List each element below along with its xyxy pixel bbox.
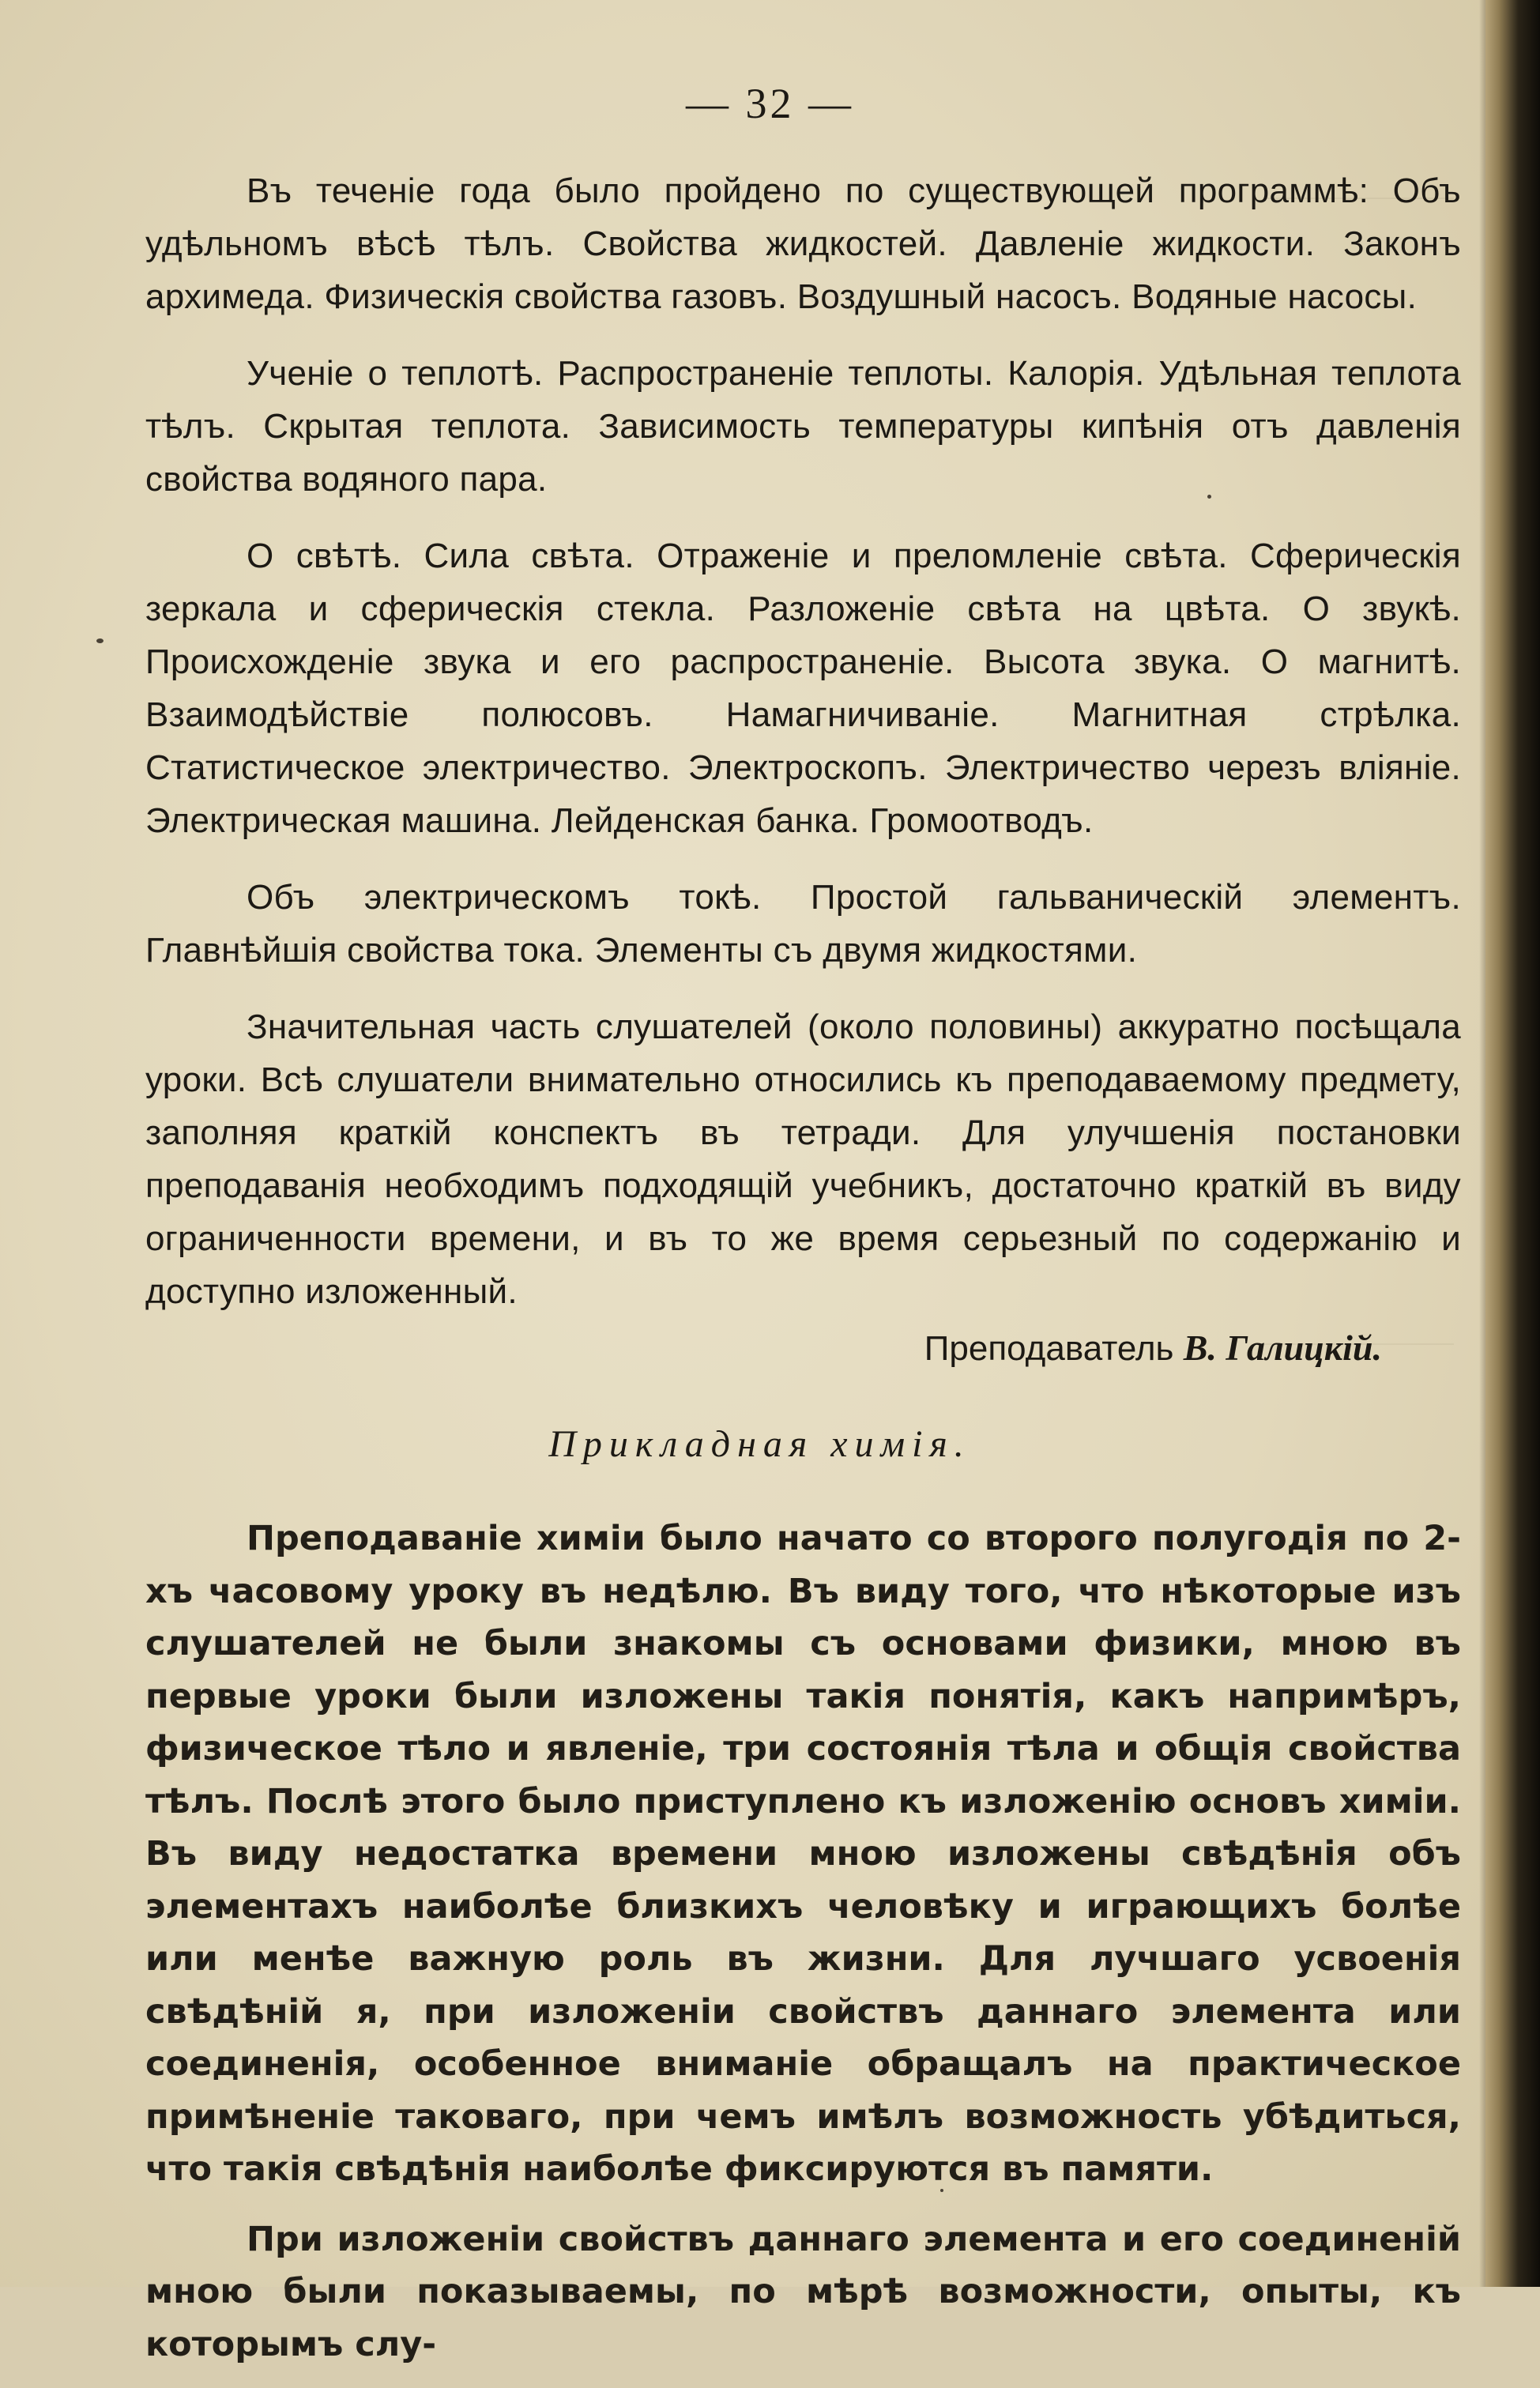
physics-paragraph: Ученіе о теплотѣ. Распространеніе теплоты. Калорія. Удѣльная теплота тѣлъ. Скрытая теплота. Зависимость температуры кипѣнія отъ давленія свойства водяного пара. bbox=[145, 354, 1461, 499]
page-number: — 32 — bbox=[686, 80, 854, 127]
physics-paragraph: Значительная часть слушателей (около половины) аккуратно посѣщала уроки. Всѣ слушатели внимательно относились къ преподаваемому предмету, заполняя краткій конспектъ въ тетради. Для улучшенія постановки преподаванія необходимъ подходящій учебникъ, достаточно краткій въ виду ограниченности времени, и въ то же время серьезный по содержанію и доступно изложенный. bbox=[145, 1008, 1461, 1311]
page-text bbox=[145, 164, 1461, 2388]
physics-paragraph: О свѣтѣ. Сила свѣта. Отраженіе и преломленіе свѣта. Сферическія зеркала и сферическія стекла. Разложеніе свѣта на цвѣта. О звукѣ. Происхожденіе звука и его распространеніе. Высота звука. О магнитѣ. Взаимодѣйствіе полюсовъ. Намагничиваніе. Магнитная стрѣлка. Статистическое электричество. Электроскопъ. Электричество черезъ вліяніе. Электрическая машина. Лейденская банка. Громоотводъ. bbox=[145, 537, 1461, 840]
physics-paragraph: Въ теченіе года было пройдено по существующей программѣ: Объ удѣльномъ вѣсѣ тѣлъ. Свойства жидкостей. Давленіе жидкости. Законъ архимеда. Физическія свойства газовъ. Воздушный насосъ. Водяные насосы. bbox=[145, 171, 1461, 316]
signature-name: В. Галицкій. bbox=[1183, 1328, 1382, 1368]
book-spine bbox=[1485, 0, 1540, 2287]
section-title-chemistry: Прикладная химія. bbox=[548, 1423, 971, 1465]
chemistry-paragraph: Преподаваніе химіи было начато со второго полугодія по 2-хъ часовому уроку въ недѣлю. Въ виду того, что нѣкоторые изъ слушателей не были знакомы съ основами физики, мною въ первые уроки были изложены такія понятія, какъ напримѣръ, физическое тѣло и явленіе, три состоянія тѣла и общія свойства тѣлъ. Послѣ этого было приступлено къ изложенію основъ химіи. Въ виду недостатка времени мною изложены свѣдѣнія объ элементахъ наиболѣе близкихъ человѣку и играющихъ болѣе или менѣе важную роль въ жизни. Для лучшаго усвоенія свѣдѣній я, при изложеніи свойствъ даннаго элемента или соединенія, особенное вниманіе обращалъ на практическое примѣненіе таковаго, при чемъ имѣлъ возможность убѣдиться, что такія свѣдѣнія наиболѣе фиксируются въ памяти. bbox=[145, 1519, 1461, 2189]
chemistry-paragraph: При изложеніи свойствъ даннаго элемента и его соединеній мною были показываемы, по мѣрѣ возможности, опыты, къ которымъ слу- bbox=[145, 2219, 1461, 2364]
physics-report bbox=[145, 164, 1461, 1375]
chemistry-report bbox=[145, 1512, 1461, 2371]
ink-speck bbox=[96, 638, 104, 643]
physics-paragraph: Объ электрическомъ токѣ. Простой гальваническій элементъ. Главнѣйшія свойства тока. Элементы съ двумя жидкостями. bbox=[145, 878, 1461, 970]
teacher-signature bbox=[145, 1321, 1461, 1375]
signature-role: Преподаватель bbox=[924, 1329, 1174, 1368]
